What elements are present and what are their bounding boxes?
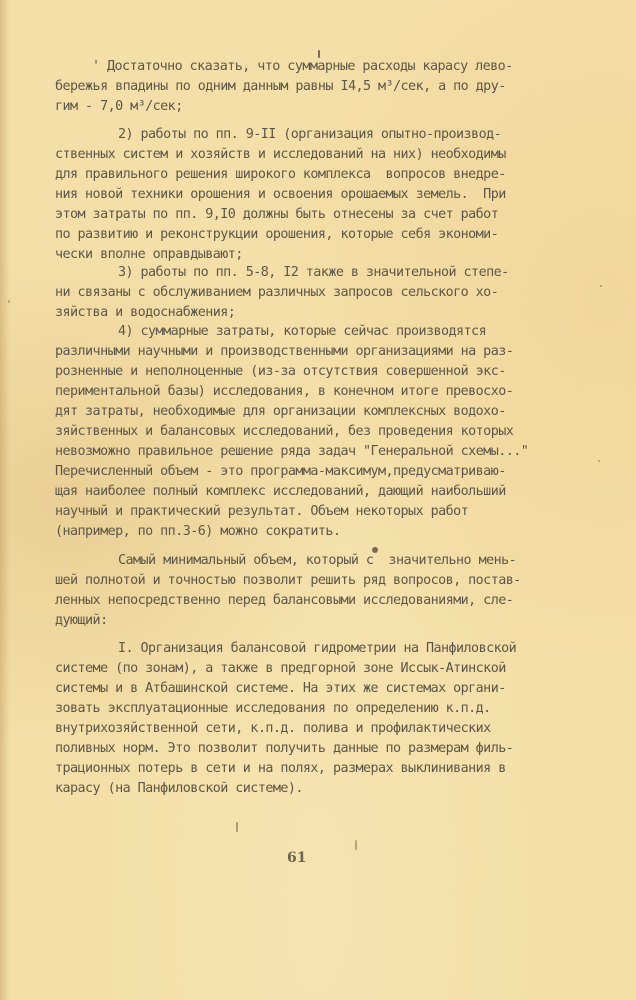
text-line: шей полнотой и точностью позволит решить ряд вопросов, постав-: [55, 573, 521, 588]
text-line: по развитию и реконструкции орошения, которые себя экономи-: [55, 227, 499, 242]
ink-speck: [372, 547, 378, 553]
text-line: ния новой техники орошения и освоения орошаемых земель. При: [55, 187, 506, 202]
text-line: чески вполне оправдывают;: [55, 247, 243, 262]
text-line: ' Достаточно сказать, что суммарные расходы карасу лево-: [92, 59, 513, 74]
text-line: I. Организация балансовой гидрометрии на Панфиловской: [118, 641, 517, 656]
text-line: этом затраты по пп. 9,I0 должны быть отнесены за счет работ: [55, 207, 499, 222]
text-line: 4) суммарные затраты, которые сейчас производятся: [118, 324, 487, 339]
ink-speck: [318, 50, 320, 58]
text-line: для правильного решения широкого комплекса вопросов внедре-: [55, 167, 506, 182]
text-line: щая наиболее полный комплекс исследований, дающий наибольший: [55, 484, 506, 499]
text-line: зяйственных и балансовых исследований, без проведения которых: [55, 424, 514, 439]
text-line: внутрихозяйственной сети, к.п.д. полива и профилактических: [55, 721, 491, 736]
text-line: ленных непосредственно перед балансовыми исследованиями, сле-: [55, 593, 514, 608]
text-line: различными научными и производственными организациями на раз-: [55, 344, 514, 359]
page-number: 61: [287, 850, 307, 866]
text-line: 3) работы по пп. 5-8, I2 также в значительной степе-: [118, 265, 509, 280]
text-line: трационных потерь в сети и на полях, размерах выклинивания в: [55, 761, 506, 776]
ink-speck: [355, 840, 357, 850]
ink-speck: [600, 285, 602, 287]
ink-speck: [8, 300, 10, 303]
text-line: поливных норм. Это позволит получить данные по размерам филь-: [55, 741, 514, 756]
text-line: Самый минимальный объем, который с значительно мень-: [118, 553, 517, 568]
text-line: дующий:: [55, 613, 108, 628]
text-line: гим - 7,0 м³/сек;: [55, 99, 183, 114]
ink-speck: [236, 822, 238, 832]
text-line: бережья впадины по одним данным равны I4,5 м³/сек, а по дру-: [55, 79, 506, 94]
text-line: научный и практический результат. Объем некоторых работ: [55, 504, 469, 519]
text-line: системе (по зонам), а также в предгорной зоне Иссык-Атинской: [55, 661, 506, 676]
text-line: дят затраты, необходимые для организации комплексных водохо-: [55, 404, 506, 419]
text-line: Перечисленный объем - это программа-максимум,предусматриваю-: [55, 464, 506, 479]
text-line: карасу (на Панфиловской системе).: [55, 781, 303, 796]
text-line: розненные и неполноценные (из-за отсутствия совершенной экс-: [55, 364, 506, 379]
text-line: ственных систем и хозяйств и исследований на них) необходимы: [55, 147, 506, 162]
text-line: невозможно правильное решение ряда задач "Генеральной схемы...": [55, 444, 529, 459]
text-line: зовать эксплуатационные исследования по определению к.п.д.: [55, 701, 491, 716]
text-line: ни связаны с обслуживанием различных запросов сельского хо-: [55, 285, 499, 300]
text-line: периментальной базы) исследования, в конечном итоге превосхо-: [55, 384, 514, 399]
text-line: системы и в Атбашинской системе. На этих же системах органи-: [55, 681, 506, 696]
text-line: зяйства и водоснабжения;: [55, 305, 236, 320]
text-line: (например, по пп.3-6) можно сократить.: [55, 524, 341, 539]
ink-speck: [598, 460, 600, 462]
page-edge-shadow: [0, 0, 10, 1000]
text-line: 2) работы по пп. 9-II (организация опытно-производ-: [118, 127, 502, 142]
